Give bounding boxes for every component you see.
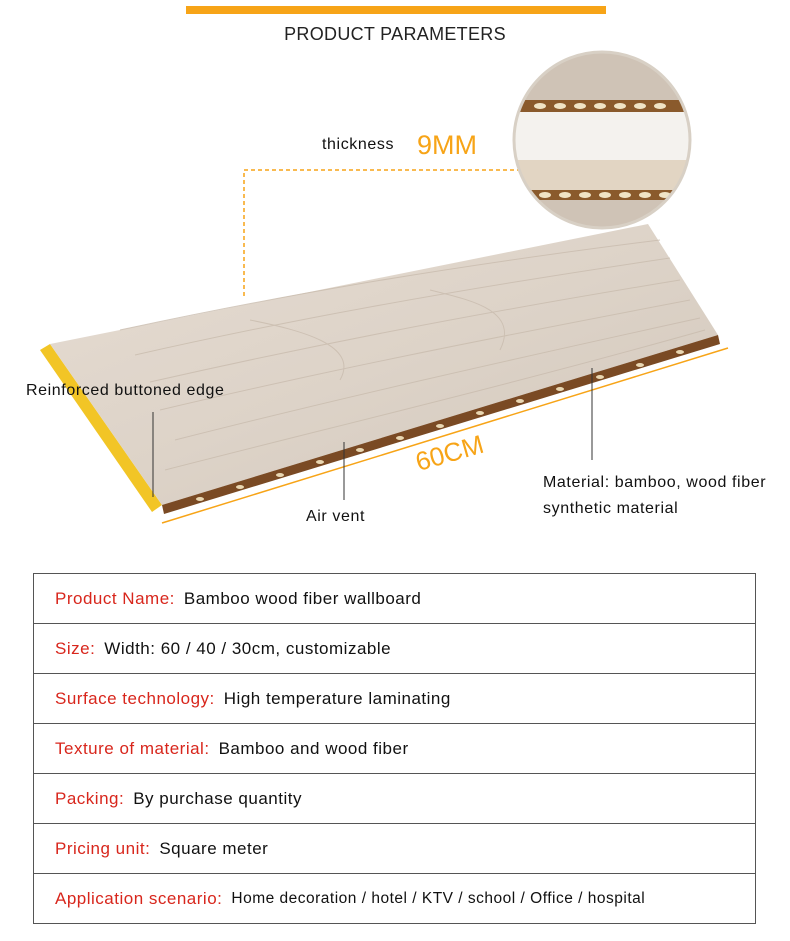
param-row-texture	[34, 724, 755, 774]
param-row-surface	[34, 674, 755, 724]
edge-label: Reinforced buttoned edge	[26, 382, 225, 399]
param-key: Size:	[55, 638, 96, 658]
thickness-label: thickness	[322, 136, 395, 153]
param-value: Square meter	[159, 838, 269, 858]
section-title: PRODUCT PARAMETERS	[284, 24, 506, 44]
param-key: Application scenario:	[55, 888, 223, 908]
param-value: Width: 60 / 40 / 30cm, customizable	[104, 638, 392, 658]
param-value: High temperature laminating	[223, 688, 451, 708]
air-vent-label: Air vent	[306, 508, 366, 525]
param-value: Bamboo and wood fiber	[218, 738, 409, 758]
param-row-packing	[34, 774, 755, 824]
param-key: Product Name:	[55, 588, 175, 608]
param-key: Texture of material:	[55, 738, 210, 758]
param-key: Packing:	[55, 788, 125, 808]
param-value: Home decoration / hotel / KTV / school / Office / hospital	[231, 889, 646, 907]
param-row-pricing	[34, 824, 755, 874]
cross-section-magnifier	[510, 50, 700, 230]
param-value: Bamboo wood fiber wallboard	[183, 588, 422, 608]
param-key: Surface technology:	[55, 688, 215, 708]
param-row-application	[34, 874, 755, 924]
parameters-table	[33, 573, 756, 924]
material-label: Material: bamboo, wood fiber synthetic material	[543, 474, 767, 517]
width-value: 60CM	[412, 428, 487, 477]
thickness-value: 9MM	[417, 130, 477, 160]
param-key: Pricing unit:	[55, 838, 151, 858]
param-row-product-name	[34, 574, 755, 624]
param-row-size	[34, 624, 755, 674]
param-value: By purchase quantity	[133, 788, 302, 808]
